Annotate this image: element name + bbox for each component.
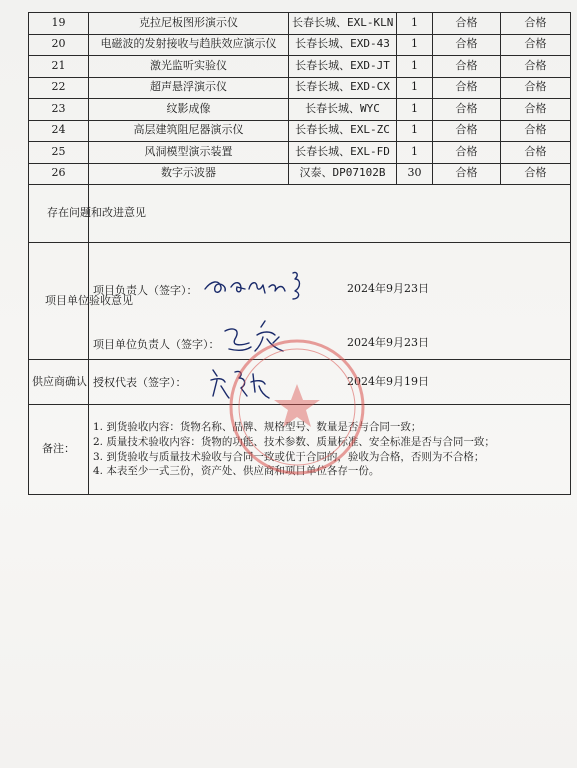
item-name: 电磁波的发射接收与趋肤效应演示仪 — [89, 34, 289, 56]
table-row — [29, 56, 571, 78]
item-result: 合格 — [433, 77, 501, 99]
issues-row — [29, 185, 571, 243]
supplier-rep-signature — [207, 362, 277, 402]
item-final-result: 合格 — [501, 56, 571, 78]
item-result: 合格 — [433, 142, 501, 164]
acceptance-table — [28, 12, 571, 495]
supplier-label: 供应商确认 — [29, 360, 89, 405]
item-result: 合格 — [433, 56, 501, 78]
item-result: 合格 — [433, 99, 501, 121]
item-quantity: 30 — [397, 163, 433, 185]
item-number: 23 — [29, 99, 89, 121]
project-leader-label: 项目负责人（签字）： — [93, 284, 198, 297]
item-model: 长春长城、EXD-JT — [289, 56, 397, 78]
table-row — [29, 99, 571, 121]
item-name: 超声悬浮演示仪 — [89, 77, 289, 99]
supplier-rep-date: 2024年9月19日 — [347, 375, 429, 388]
table-row — [29, 163, 571, 185]
item-name: 高层建筑阻尼器演示仪 — [89, 120, 289, 142]
note-line: 1. 到货验收内容：货物名称、品牌、规格型号、数量是否与合同一致； — [93, 420, 422, 433]
item-quantity: 1 — [397, 120, 433, 142]
issues-label: 存在问题和改进意见 — [29, 185, 89, 243]
item-model: 汉泰、DP07102B — [289, 163, 397, 185]
table-row — [29, 142, 571, 164]
item-result: 合格 — [433, 34, 501, 56]
table-row — [29, 77, 571, 99]
item-result: 合格 — [433, 163, 501, 185]
item-final-result: 合格 — [501, 142, 571, 164]
notes-content — [89, 405, 571, 495]
project-unit-label: 项目单位验收意见 — [29, 243, 89, 360]
item-model: 长春长城、WYC — [289, 99, 397, 121]
item-final-result: 合格 — [501, 99, 571, 121]
notes-row — [29, 405, 571, 495]
project-unit-signature-area — [89, 243, 571, 360]
item-final-result: 合格 — [501, 13, 571, 35]
unit-leader-signature — [221, 317, 311, 357]
item-final-result: 合格 — [501, 163, 571, 185]
item-number: 24 — [29, 120, 89, 142]
supplier-signature-area — [89, 360, 571, 405]
issues-field[interactable] — [89, 185, 571, 243]
item-number: 21 — [29, 56, 89, 78]
item-quantity: 1 — [397, 13, 433, 35]
item-number: 19 — [29, 13, 89, 35]
project-unit-row — [29, 243, 571, 360]
item-number: 25 — [29, 142, 89, 164]
item-model: 长春长城、EXD-CX — [289, 77, 397, 99]
item-quantity: 1 — [397, 77, 433, 99]
item-final-result: 合格 — [501, 77, 571, 99]
item-quantity: 1 — [397, 142, 433, 164]
item-name: 克拉尼板图形演示仪 — [89, 13, 289, 35]
item-name: 数字示波器 — [89, 163, 289, 185]
item-quantity: 1 — [397, 56, 433, 78]
note-line: 3. 到货验收与质量技术验收与合同一致或优于合同的，验收为合格，否则为不合格； — [93, 450, 485, 463]
item-final-result: 合格 — [501, 120, 571, 142]
item-model: 长春长城、EXL-FD — [289, 142, 397, 164]
item-number: 22 — [29, 77, 89, 99]
table-row — [29, 13, 571, 35]
unit-leader-label: 项目单位负责人（签字）： — [93, 338, 220, 351]
item-number: 26 — [29, 163, 89, 185]
unit-leader-date: 2024年9月23日 — [347, 336, 429, 349]
item-quantity: 1 — [397, 34, 433, 56]
item-name: 风洞模型演示装置 — [89, 142, 289, 164]
supplier-row — [29, 360, 571, 405]
project-leader-date: 2024年9月23日 — [347, 282, 429, 295]
table-row — [29, 34, 571, 56]
project-leader-signature — [201, 267, 321, 303]
item-name: 激光监听实验仪 — [89, 56, 289, 78]
item-number: 20 — [29, 34, 89, 56]
item-name: 纹影成像 — [89, 99, 289, 121]
item-result: 合格 — [433, 13, 501, 35]
item-result: 合格 — [433, 120, 501, 142]
note-line: 4. 本表至少一式三份，资产处、供应商和项目单位各存一份。 — [93, 465, 380, 478]
notes-label: 备注： — [29, 405, 89, 495]
item-model: 长春长城、EXD-43 — [289, 34, 397, 56]
supplier-rep-label: 授权代表（签字）： — [93, 376, 187, 389]
item-model: 长春长城、EXL-ZC — [289, 120, 397, 142]
item-final-result: 合格 — [501, 34, 571, 56]
table-row — [29, 120, 571, 142]
item-model: 长春长城、EXL-KLN — [289, 13, 397, 35]
note-line: 2. 质量技术验收内容：货物的功能、技术参数、质量标准、安全标准是否与合同一致； — [93, 435, 495, 448]
item-quantity: 1 — [397, 99, 433, 121]
